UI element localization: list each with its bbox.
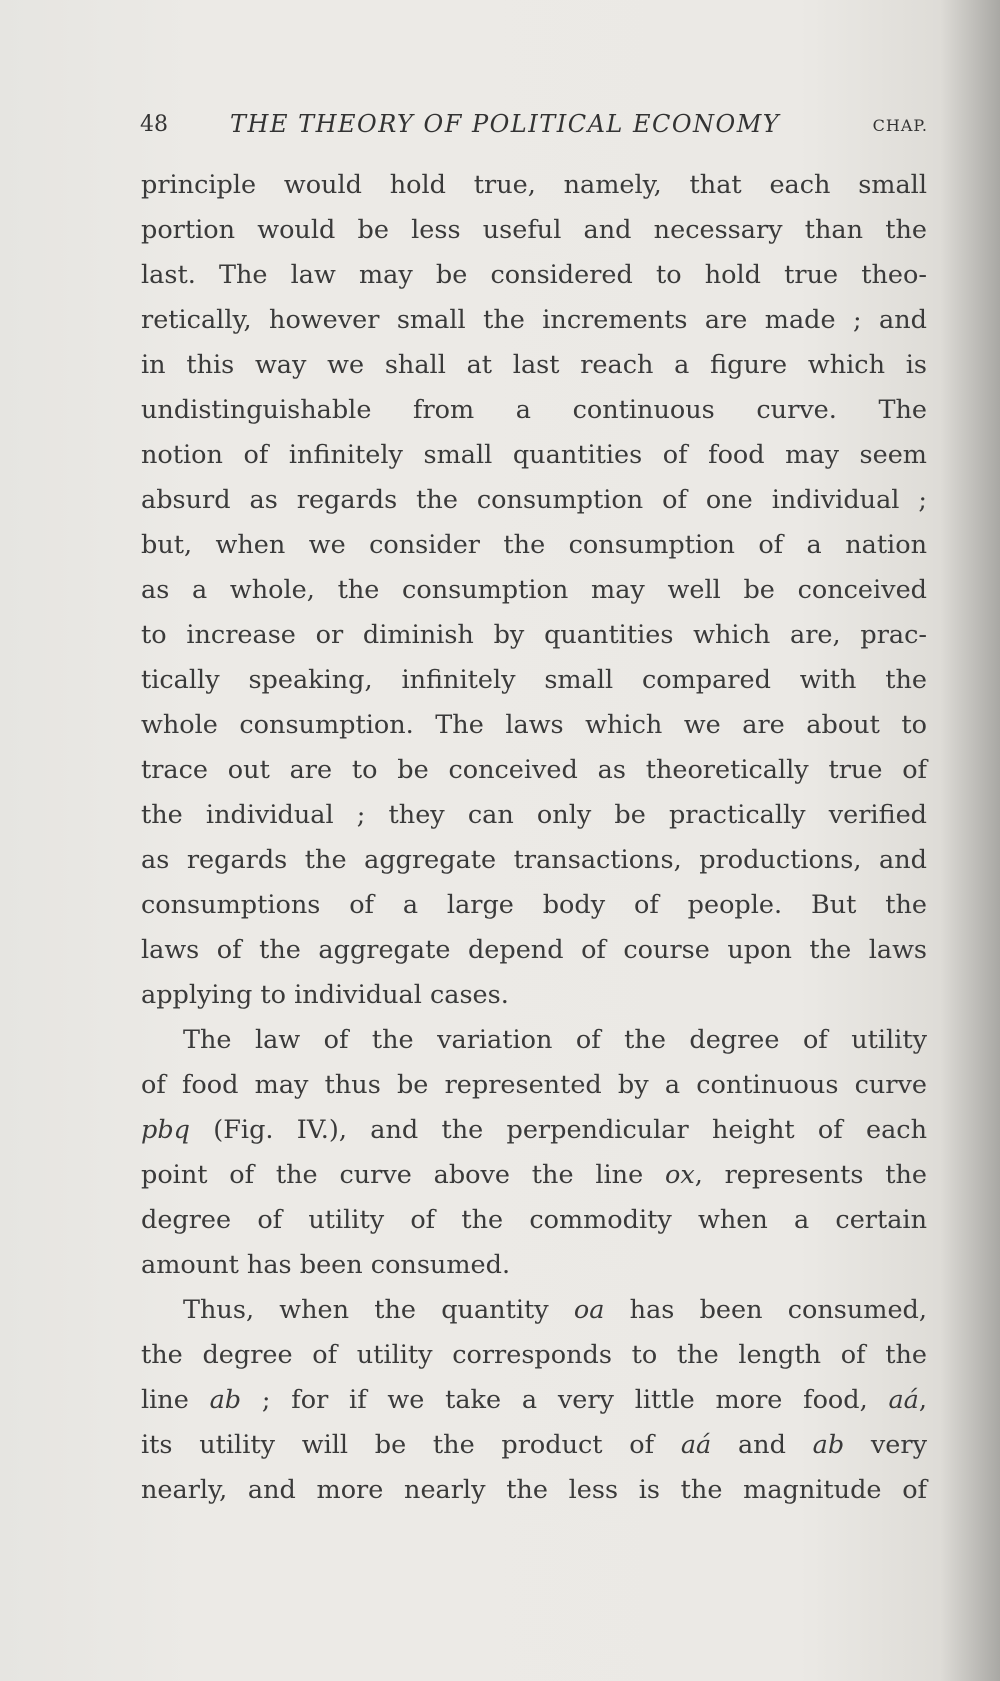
text-line: undistinguishable from a continuous curve. The	[141, 395, 927, 425]
text-line: of food may thus be represented by a continuous curve	[141, 1070, 927, 1100]
math-symbol: aá	[888, 1385, 919, 1415]
math-symbol: aá	[680, 1430, 712, 1460]
text-line: The law of the variation of the degree of utility	[183, 1025, 927, 1055]
text-line: consumptions of a large body of people. But the	[141, 890, 927, 920]
body-text	[141, 163, 927, 1513]
math-symbol: ox	[664, 1160, 695, 1190]
chapter-label: CHAP.	[872, 116, 928, 135]
running-head	[140, 108, 940, 148]
text-line: the individual ; they can only be practically verified	[141, 800, 927, 830]
text-line: point of the curve above the line ox, represents the	[141, 1160, 927, 1190]
text-line: absurd as regards the consumption of one individual ;	[141, 485, 927, 515]
text-line: the degree of utility corresponds to the length of the	[141, 1340, 927, 1370]
text-line: but, when we consider the consumption of a nation	[141, 530, 927, 560]
math-symbol: ab	[812, 1430, 845, 1460]
text-line: retically, however small the increments are made ; and	[141, 305, 927, 335]
paragraph	[141, 163, 927, 1018]
text-line: laws of the aggregate depend of course upon the laws	[141, 935, 927, 965]
text-line: last. The law may be considered to hold true theo-	[141, 260, 927, 290]
math-symbol: ab	[209, 1385, 242, 1415]
text-line: notion of infinitely small quantities of food may seem	[141, 440, 927, 470]
text-line: amount has been consumed.	[141, 1250, 511, 1280]
text-line: principle would hold true, namely, that each small	[141, 170, 927, 200]
text-line: line ab ; for if we take a very little more food, aá,	[141, 1385, 927, 1415]
text-line: nearly, and more nearly the less is the magnitude of	[141, 1475, 927, 1505]
running-title: THE THEORY OF POLITICAL ECONOMY	[230, 110, 781, 138]
text-line: whole consumption. The laws which we are about to	[141, 710, 927, 740]
text-line: to increase or diminish by quantities which are, prac-	[141, 620, 927, 650]
text-line: trace out are to be conceived as theoretically true of	[141, 755, 927, 785]
text-line: portion would be less useful and necessary than the	[141, 215, 927, 245]
text-line: its utility will be the product of aá and ab very	[141, 1430, 927, 1460]
text-line: degree of utility of the commodity when a certain	[141, 1205, 927, 1235]
paragraph	[141, 1288, 927, 1513]
page-number: 48	[140, 112, 168, 137]
math-symbol: oa	[573, 1295, 605, 1325]
text-line: as a whole, the consumption may well be conceived	[141, 575, 927, 605]
math-symbol: pbq	[141, 1115, 190, 1145]
text-line: as regards the aggregate transactions, productions, and	[141, 845, 927, 875]
text-line: in this way we shall at last reach a figure which is	[141, 350, 927, 380]
text-line: applying to individual cases.	[141, 980, 509, 1010]
paragraph	[141, 1018, 927, 1288]
text-line: pbq (Fig. IV.), and the perpendicular height of each	[141, 1115, 927, 1145]
text-line: Thus, when the quantity oa has been consumed,	[183, 1295, 927, 1325]
text-line: tically speaking, infinitely small compared with the	[141, 665, 927, 695]
